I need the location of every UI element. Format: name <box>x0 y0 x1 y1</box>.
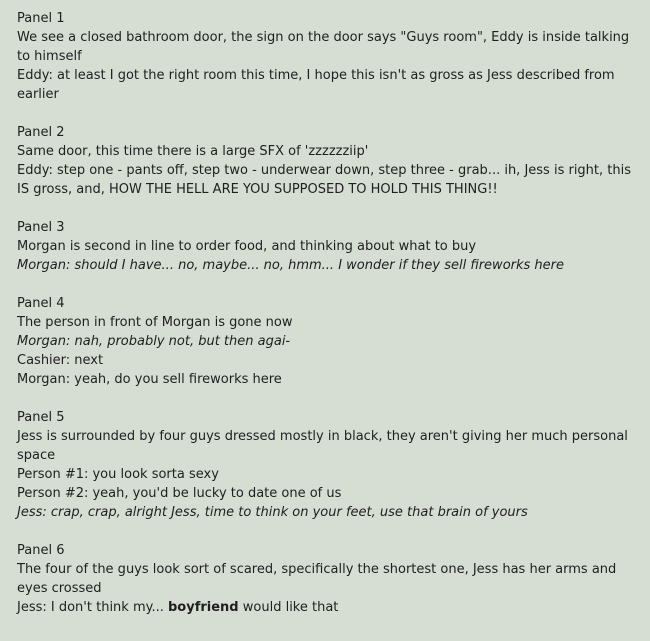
scene-description: Morgan is second in line to order food, and thinking about what to buy <box>17 239 477 254</box>
dialogue-text: Jess: I don't think my... <box>17 600 168 615</box>
dialogue-line: Morgan: yeah, do you sell fireworks here <box>17 372 282 387</box>
scene-description: Same door, this time there is a large SFX of 'zzzzzziip' <box>17 144 369 159</box>
dialogue-line: Person #2: yeah, you'd be lucky to date one of us <box>17 486 342 501</box>
panel-4 <box>17 294 642 389</box>
panel-heading: Panel 4 <box>17 296 65 311</box>
scene-description: The person in front of Morgan is gone now <box>17 315 293 330</box>
panel-2 <box>17 123 642 199</box>
thought-line: Morgan: should I have... no, maybe... no, hmm... I wonder if they sell fireworks here <box>17 258 565 273</box>
dialogue-text: would like that <box>238 600 339 615</box>
panel-heading: Panel 2 <box>17 125 65 140</box>
dialogue-line: Eddy: step one - pants off, step two - underwear down, step three - grab... ih, Jess is right, this IS gross, and, HOW THE HELL ARE YOU SUPPOSED TO HOLD THIS THING!! <box>17 163 632 197</box>
panel-heading: Panel 6 <box>17 543 65 558</box>
dialogue-line: Cashier: next <box>17 353 104 368</box>
panel-heading: Panel 5 <box>17 410 65 425</box>
thought-line: Jess: crap, crap, alright Jess, time to think on your feet, use that brain of yours <box>17 505 528 520</box>
scene-description: We see a closed bathroom door, the sign on the door says "Guys room", Eddy is inside talking to himself <box>17 30 630 64</box>
panel-1 <box>17 9 642 104</box>
panel-heading: Panel 3 <box>17 220 65 235</box>
dialogue-line <box>17 598 642 617</box>
emphasized-word: boyfriend <box>168 600 239 615</box>
scene-description: Jess is surrounded by four guys dressed mostly in black, they aren't giving her much personal space <box>17 429 628 463</box>
panel-6 <box>17 541 642 617</box>
panel-heading: Panel 1 <box>17 11 65 26</box>
post-body <box>17 9 642 636</box>
scene-description: The four of the guys look sort of scared, specifically the shortest one, Jess has her arms and eyes crossed <box>17 562 617 596</box>
dialogue-line: Person #1: you look sorta sexy <box>17 467 219 482</box>
panel-5 <box>17 408 642 522</box>
panel-3 <box>17 218 642 275</box>
dialogue-line: Eddy: at least I got the right room this time, I hope this isn't as gross as Jess described from earlier <box>17 68 615 102</box>
thought-line: Morgan: nah, probably not, but then agai- <box>17 334 291 349</box>
